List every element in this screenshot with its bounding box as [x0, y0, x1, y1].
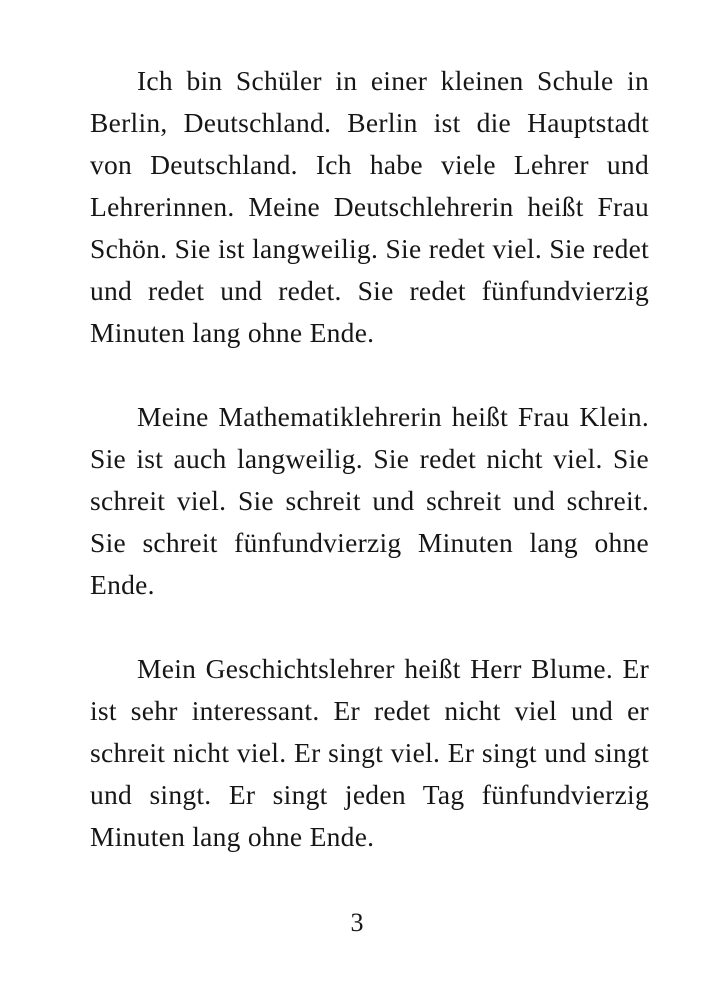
page-number: 3: [350, 908, 364, 937]
story-text-block: [90, 60, 649, 858]
paragraph-3: Mein Geschichtslehrer heißt Herr Blume. Er ist sehr interessant. Er redet nicht viel und er schreit nicht viel. Er singt viel. Er singt und singt und singt. Er singt jeden Tag fünfundvierzig Minuten lang ohne Ende.: [90, 653, 649, 852]
paragraph-1: Ich bin Schüler in einer kleinen Schule in Berlin, Deutschland. Berlin ist die Hauptstadt von Deutschland. Ich habe viele Lehrer und Lehrerinnen. Meine Deutschlehrerin heißt Frau Schön. Sie ist langweilig. Sie redet viel. Sie redet und redet und redet. Sie redet fünfundvierzig Minuten lang ohne Ende.: [90, 65, 649, 348]
paragraph-2: Meine Mathematiklehrerin heißt Frau Klein. Sie ist auch langweilig. Sie redet nicht viel. Sie schreit viel. Sie schreit und schreit und schreit. Sie schreit fünfundvierzig Minuten lang ohne Ende.: [90, 401, 649, 600]
